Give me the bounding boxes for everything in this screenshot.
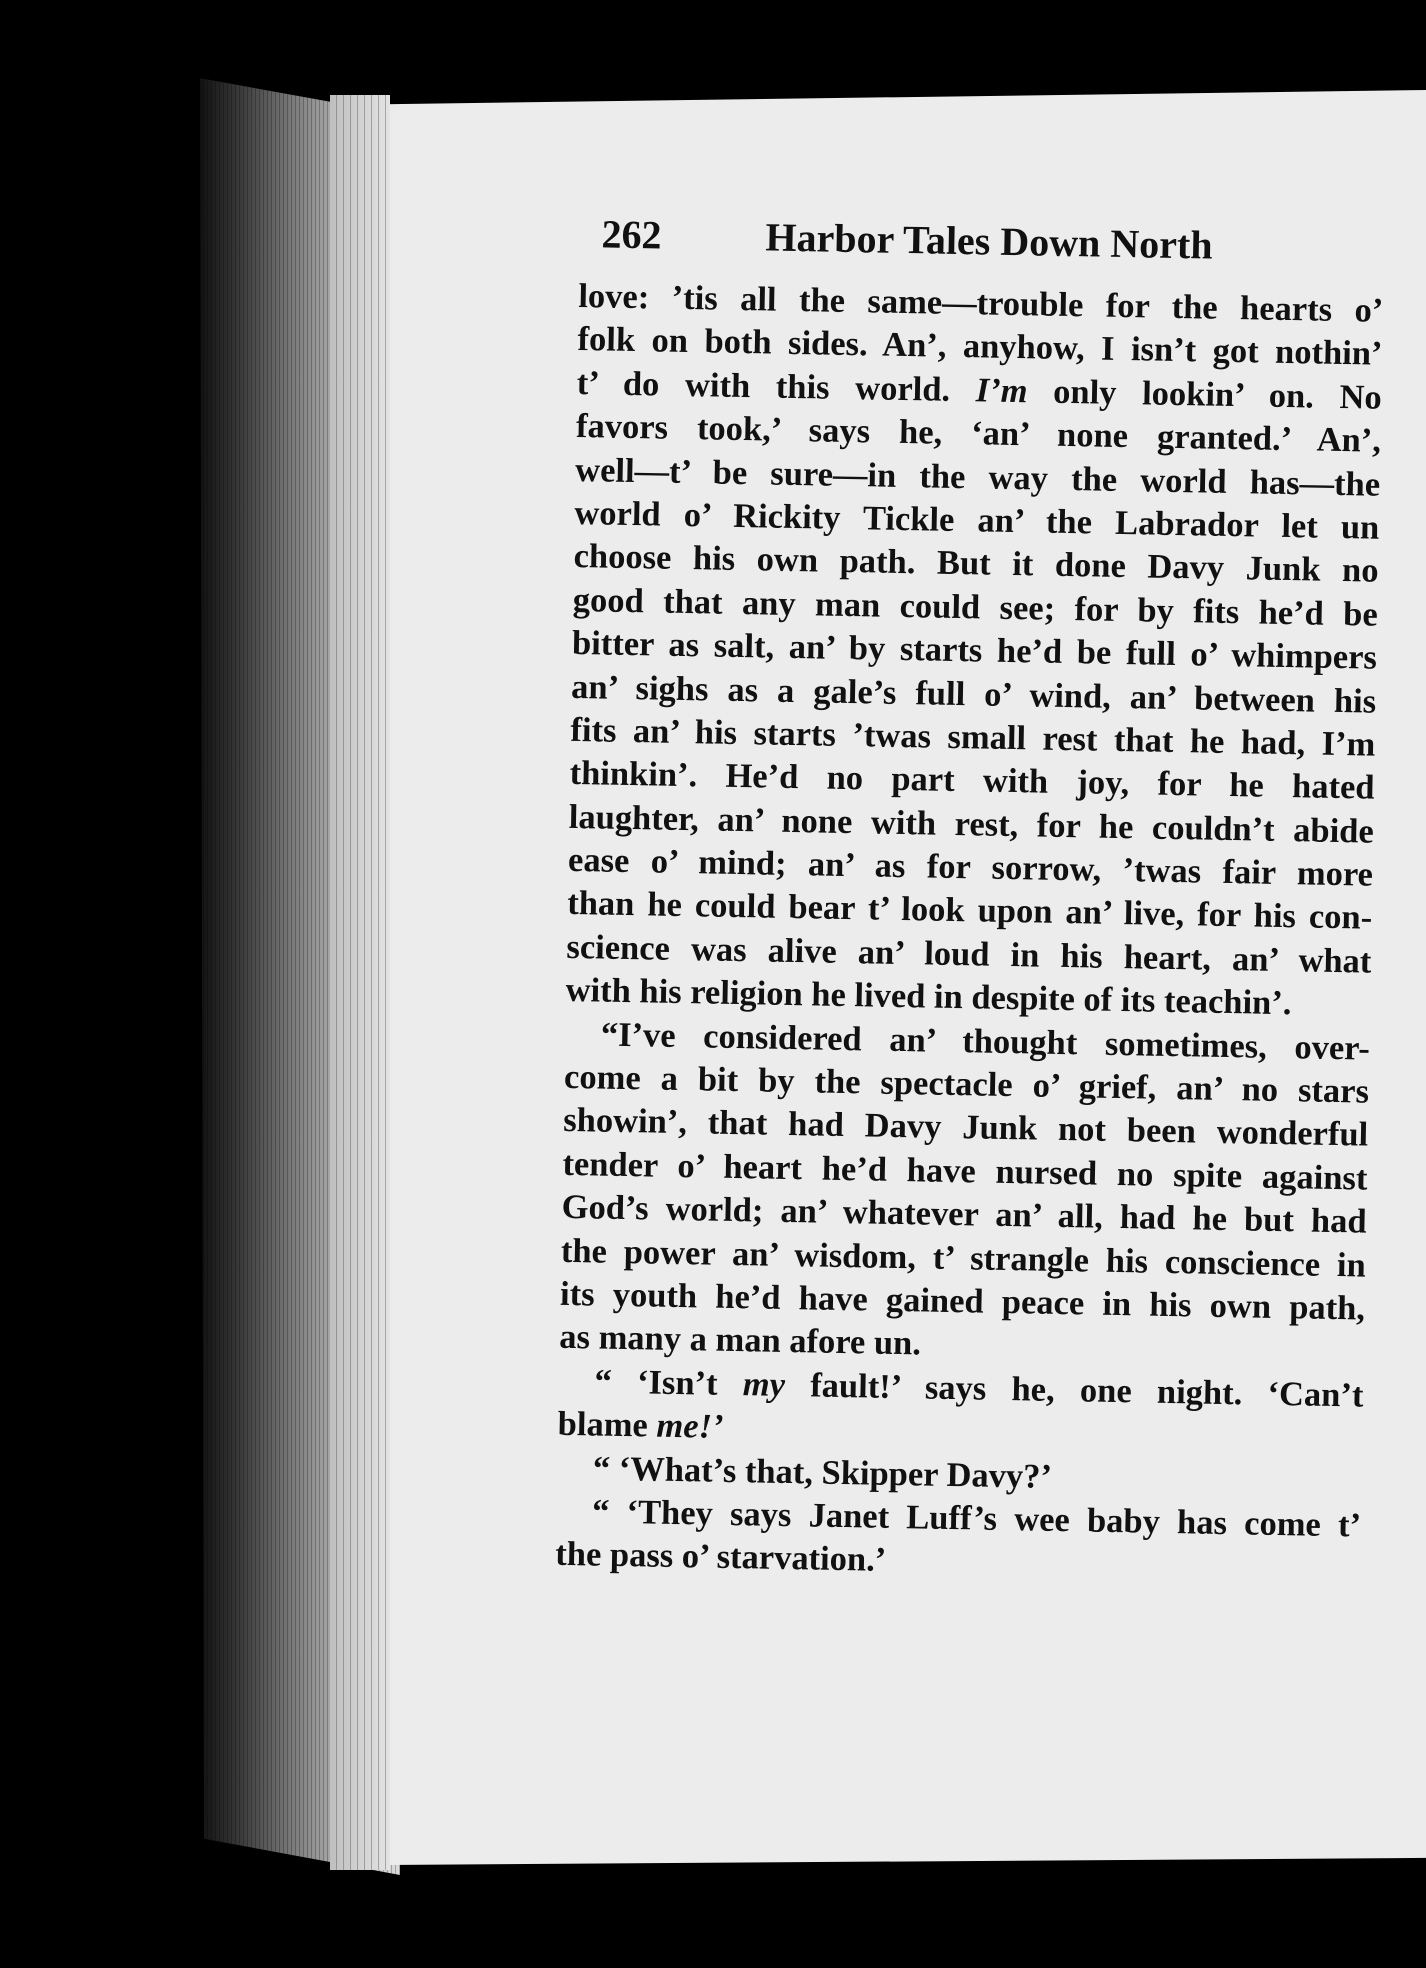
text-line: good that any man could see; for by fits he’d be (572, 580, 1379, 634)
text-line: well—t’ be sure—in the way the world has—the (574, 450, 1381, 504)
text-line: than he could bear t’ look upon an’ live, for his con- (566, 884, 1373, 938)
text-line: come a bit by the spectacle o’ grief, an’ no stars (563, 1057, 1370, 1111)
italic-text: me!’ (656, 1406, 724, 1446)
text-line: world o’ Rickity Tickle an’ the Labrador let un (574, 493, 1380, 547)
text-line: showin’, that had Davy Junk not been wonderful (562, 1101, 1369, 1155)
text-line: its youth he’d have gained peace in his own path, (559, 1274, 1366, 1328)
page-gutter (330, 95, 390, 1870)
text-line: “ ‘They says Janet Luff’s wee baby has come t’ (591, 1492, 1362, 1545)
text-line: laughter, an’ none with rest, for he couldn’t abide (568, 797, 1375, 851)
text-line: favors took,’ says he, ‘an’ none granted.’ An’, (575, 407, 1382, 460)
text-line: God’s world; an’ whatever an’ all, had he but had (561, 1188, 1367, 1241)
text-run: t’ do with this world. (576, 363, 977, 410)
page-number: 262 (601, 211, 662, 258)
text-line: fits an’ his starts ’twas small rest that he had, I’m (570, 710, 1376, 764)
italic-text: my (742, 1364, 786, 1404)
text-run: fault!’ says he, one night. ‘Can’t (784, 1365, 1364, 1415)
text-line: “I’ve considered an’ thought sometimes, over- (600, 1015, 1371, 1068)
text-line: the power an’ wisdom, t’ strangle his conscience in (560, 1231, 1367, 1285)
text-line: love: ’tis all the same—trouble for the hearts o’ (578, 276, 1384, 330)
text-line: thinkin’. He’d no part with joy, for he hated (569, 754, 1375, 807)
page-text-block (555, 210, 1385, 1591)
text-line: as many a man afore un. (558, 1318, 922, 1363)
running-title: Harbor Tales Down North (765, 214, 1213, 268)
text-line: science was alive an’ loud in his heart, an’ what (566, 927, 1372, 981)
text-line: the pass o’ starvation.’ (555, 1535, 887, 1580)
italic-text: I’m (975, 371, 1028, 411)
body-text (555, 275, 1384, 1591)
text-line: an’ sighs as a gale’s full o’ wind, an’ between his (570, 667, 1377, 721)
text-line: tender o’ heart he’d have nursed no spite against (562, 1144, 1368, 1198)
text-line: folk on both sides. An’, anyhow, I isn’t got nothin’ (577, 320, 1383, 374)
text-run: “ ‘Isn’t (594, 1362, 744, 1403)
text-run: only lookin’ on. No (1027, 372, 1383, 417)
text-line: bitter as salt, an’ by starts he’d be full o’ whimpers (571, 624, 1378, 677)
text-line: choose his own path. But it done Davy Junk no (573, 537, 1379, 591)
text-line: with his religion he lived in despite of its teachin’. (565, 971, 1292, 1023)
text-line: ease o’ mind; an’ as for sorrow, ’twas fair more (567, 840, 1374, 894)
text-run: blame (557, 1404, 657, 1445)
text-line: “ ‘What’s that, Skipper Davy?’ (592, 1448, 1053, 1496)
